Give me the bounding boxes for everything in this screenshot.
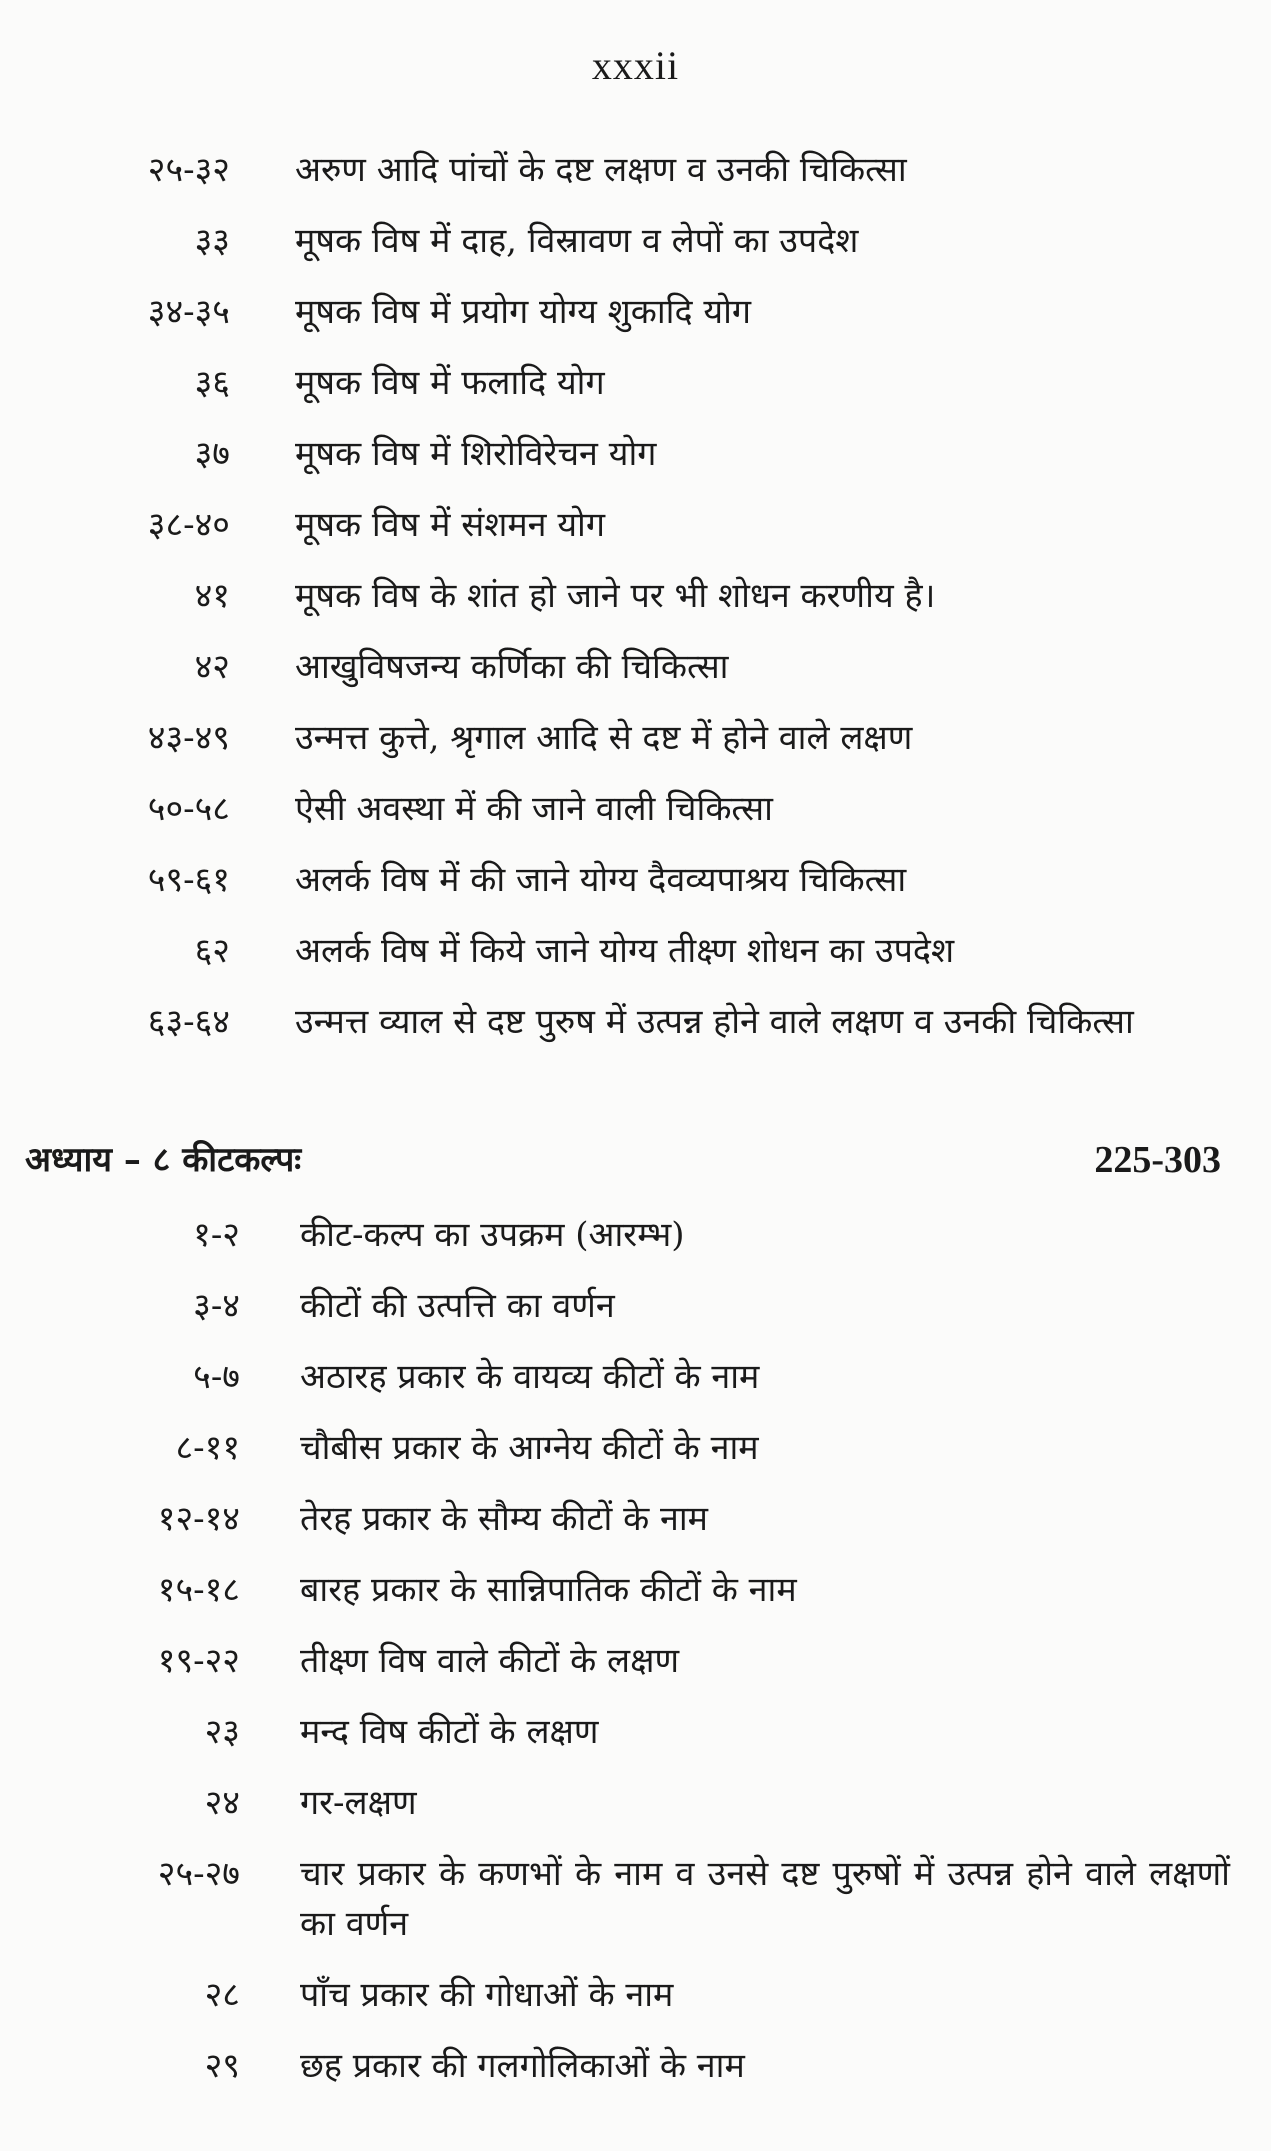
verse-range: २५-२७ (157, 1854, 240, 1894)
contents-entry (0, 287, 1271, 337)
verse-range: १-२ (193, 1215, 240, 1255)
entry-description: अठारह प्रकार के वायव्य कीटों के नाम (300, 1357, 760, 1397)
verse-range: ३-४ (193, 1286, 240, 1326)
entry-description: मूषक विष में फलादि योग (295, 363, 605, 403)
verse-range: १२-१४ (157, 1499, 240, 1539)
contents-entry (0, 358, 1271, 408)
contents-entry (0, 571, 1271, 621)
verse-range: ६२ (194, 931, 230, 971)
entry-description: तेरह प्रकार के सौम्य कीटों के नाम (300, 1499, 709, 1539)
contents-entry (0, 1423, 1271, 1473)
entry-description: छह प्रकार की गलगोलिकाओं के नाम (300, 2046, 745, 2086)
verse-range: ३३ (194, 221, 230, 261)
verse-range: ४१ (194, 576, 230, 616)
contents-entry (0, 713, 1271, 763)
contents-entry (0, 216, 1271, 266)
contents-entry (0, 926, 1271, 976)
verse-range: २९ (204, 2046, 240, 2086)
contents-entry (0, 1565, 1271, 1615)
entry-description: अलर्क विष में की जाने योग्य दैवव्यपाश्रय चिकित्सा (295, 860, 907, 900)
entry-description: अरुण आदि पांचों के दष्ट लक्षण व उनकी चिकित्सा (295, 150, 907, 190)
verse-range: ५०-५८ (147, 789, 230, 829)
contents-entry (0, 1210, 1271, 1260)
contents-entry (0, 997, 1271, 1047)
contents-entry (0, 1778, 1271, 1828)
entry-description: उन्मत्त कुत्ते, श्रृगाल आदि से दष्ट में होने वाले लक्षण (295, 718, 913, 758)
contents-entry (0, 1636, 1271, 1686)
verse-range: ५-७ (193, 1357, 240, 1397)
entry-description: उन्मत्त व्याल से दष्ट पुरुष में उत्पन्न होने वाले लक्षण व उनकी चिकित्सा (295, 1002, 1134, 1042)
entry-description: मन्द विष कीटों के लक्षण (300, 1712, 599, 1752)
verse-range: २३ (204, 1712, 240, 1752)
verse-range: १९-२२ (157, 1641, 240, 1681)
contents-entry (0, 500, 1271, 550)
entry-description: ऐसी अवस्था में की जाने वाली चिकित्सा (295, 789, 773, 829)
entry-description: कीटों की उत्पत्ति का वर्णन (300, 1286, 615, 1326)
contents-entry (0, 2041, 1271, 2091)
verse-range: ४३-४९ (147, 718, 230, 758)
verse-range: २४ (204, 1783, 240, 1823)
contents-list-before-chapter (0, 145, 1271, 1068)
contents-entry (0, 1352, 1271, 1402)
verse-range: ६३-६४ (147, 1002, 230, 1042)
entry-description: अलर्क विष में किये जाने योग्य तीक्ष्ण शोधन का उपदेश (295, 931, 955, 971)
entry-description: चार प्रकार के कणभों के नाम व उनसे दष्ट पुरुषों में उत्पन्न होने वाले लक्षणों का वर्णन (300, 1854, 1230, 1944)
verse-range: ८-११ (175, 1428, 240, 1468)
contents-entry (0, 784, 1271, 834)
contents-entry (0, 145, 1271, 195)
entry-description: मूषक विष में शिरोविरेचन योग (295, 434, 657, 474)
verse-range: ३७ (194, 434, 230, 474)
entry-description: बारह प्रकार के सान्निपातिक कीटों के नाम (300, 1570, 797, 1610)
entry-description: मूषक विष में दाह, विस्रावण व लेपों का उपदेश (295, 221, 859, 261)
entry-description: गर-लक्षण (300, 1783, 417, 1823)
verse-range: ४२ (194, 647, 230, 687)
contents-entry (0, 1970, 1271, 2020)
entry-description: मूषक विष में संशमन योग (295, 505, 605, 545)
contents-entry (0, 642, 1271, 692)
contents-entry (0, 1494, 1271, 1544)
verse-range: ३८-४० (147, 505, 230, 545)
chapter-title: अध्याय – ८ कीटकल्पः (25, 1140, 302, 1180)
entry-description: आखुविषजन्य कर्णिका की चिकित्सा (295, 647, 729, 687)
contents-entry (0, 1707, 1271, 1757)
verse-range: ५९-६१ (147, 860, 230, 900)
verse-range: २५-३२ (147, 150, 230, 190)
entry-description: चौबीस प्रकार के आग्नेय कीटों के नाम (300, 1428, 759, 1468)
entry-description: मूषक विष में प्रयोग योग्य शुकादि योग (295, 292, 752, 332)
contents-entry (0, 1849, 1271, 1949)
contents-entry (0, 855, 1271, 905)
chapter-heading (25, 1135, 1221, 1185)
entry-description: तीक्ष्ण विष वाले कीटों के लक्षण (300, 1641, 680, 1681)
contents-entry (0, 1281, 1271, 1331)
page-number: xxxii (591, 43, 680, 88)
chapter-page-range: 225-303 (1094, 1139, 1221, 1181)
verse-range: ३६ (194, 363, 230, 403)
contents-list-chapter-8 (0, 1210, 1271, 2112)
contents-entry (0, 429, 1271, 479)
entry-description: मूषक विष के शांत हो जाने पर भी शोधन करणीय है। (295, 576, 936, 616)
entry-description: पाँच प्रकार की गोधाओं के नाम (300, 1975, 674, 2015)
verse-range: १५-१८ (157, 1570, 240, 1610)
entry-description: कीट-कल्प का उपक्रम (आरम्भ) (300, 1215, 685, 1255)
verse-range: २८ (204, 1975, 240, 2015)
verse-range: ३४-३५ (147, 292, 230, 332)
